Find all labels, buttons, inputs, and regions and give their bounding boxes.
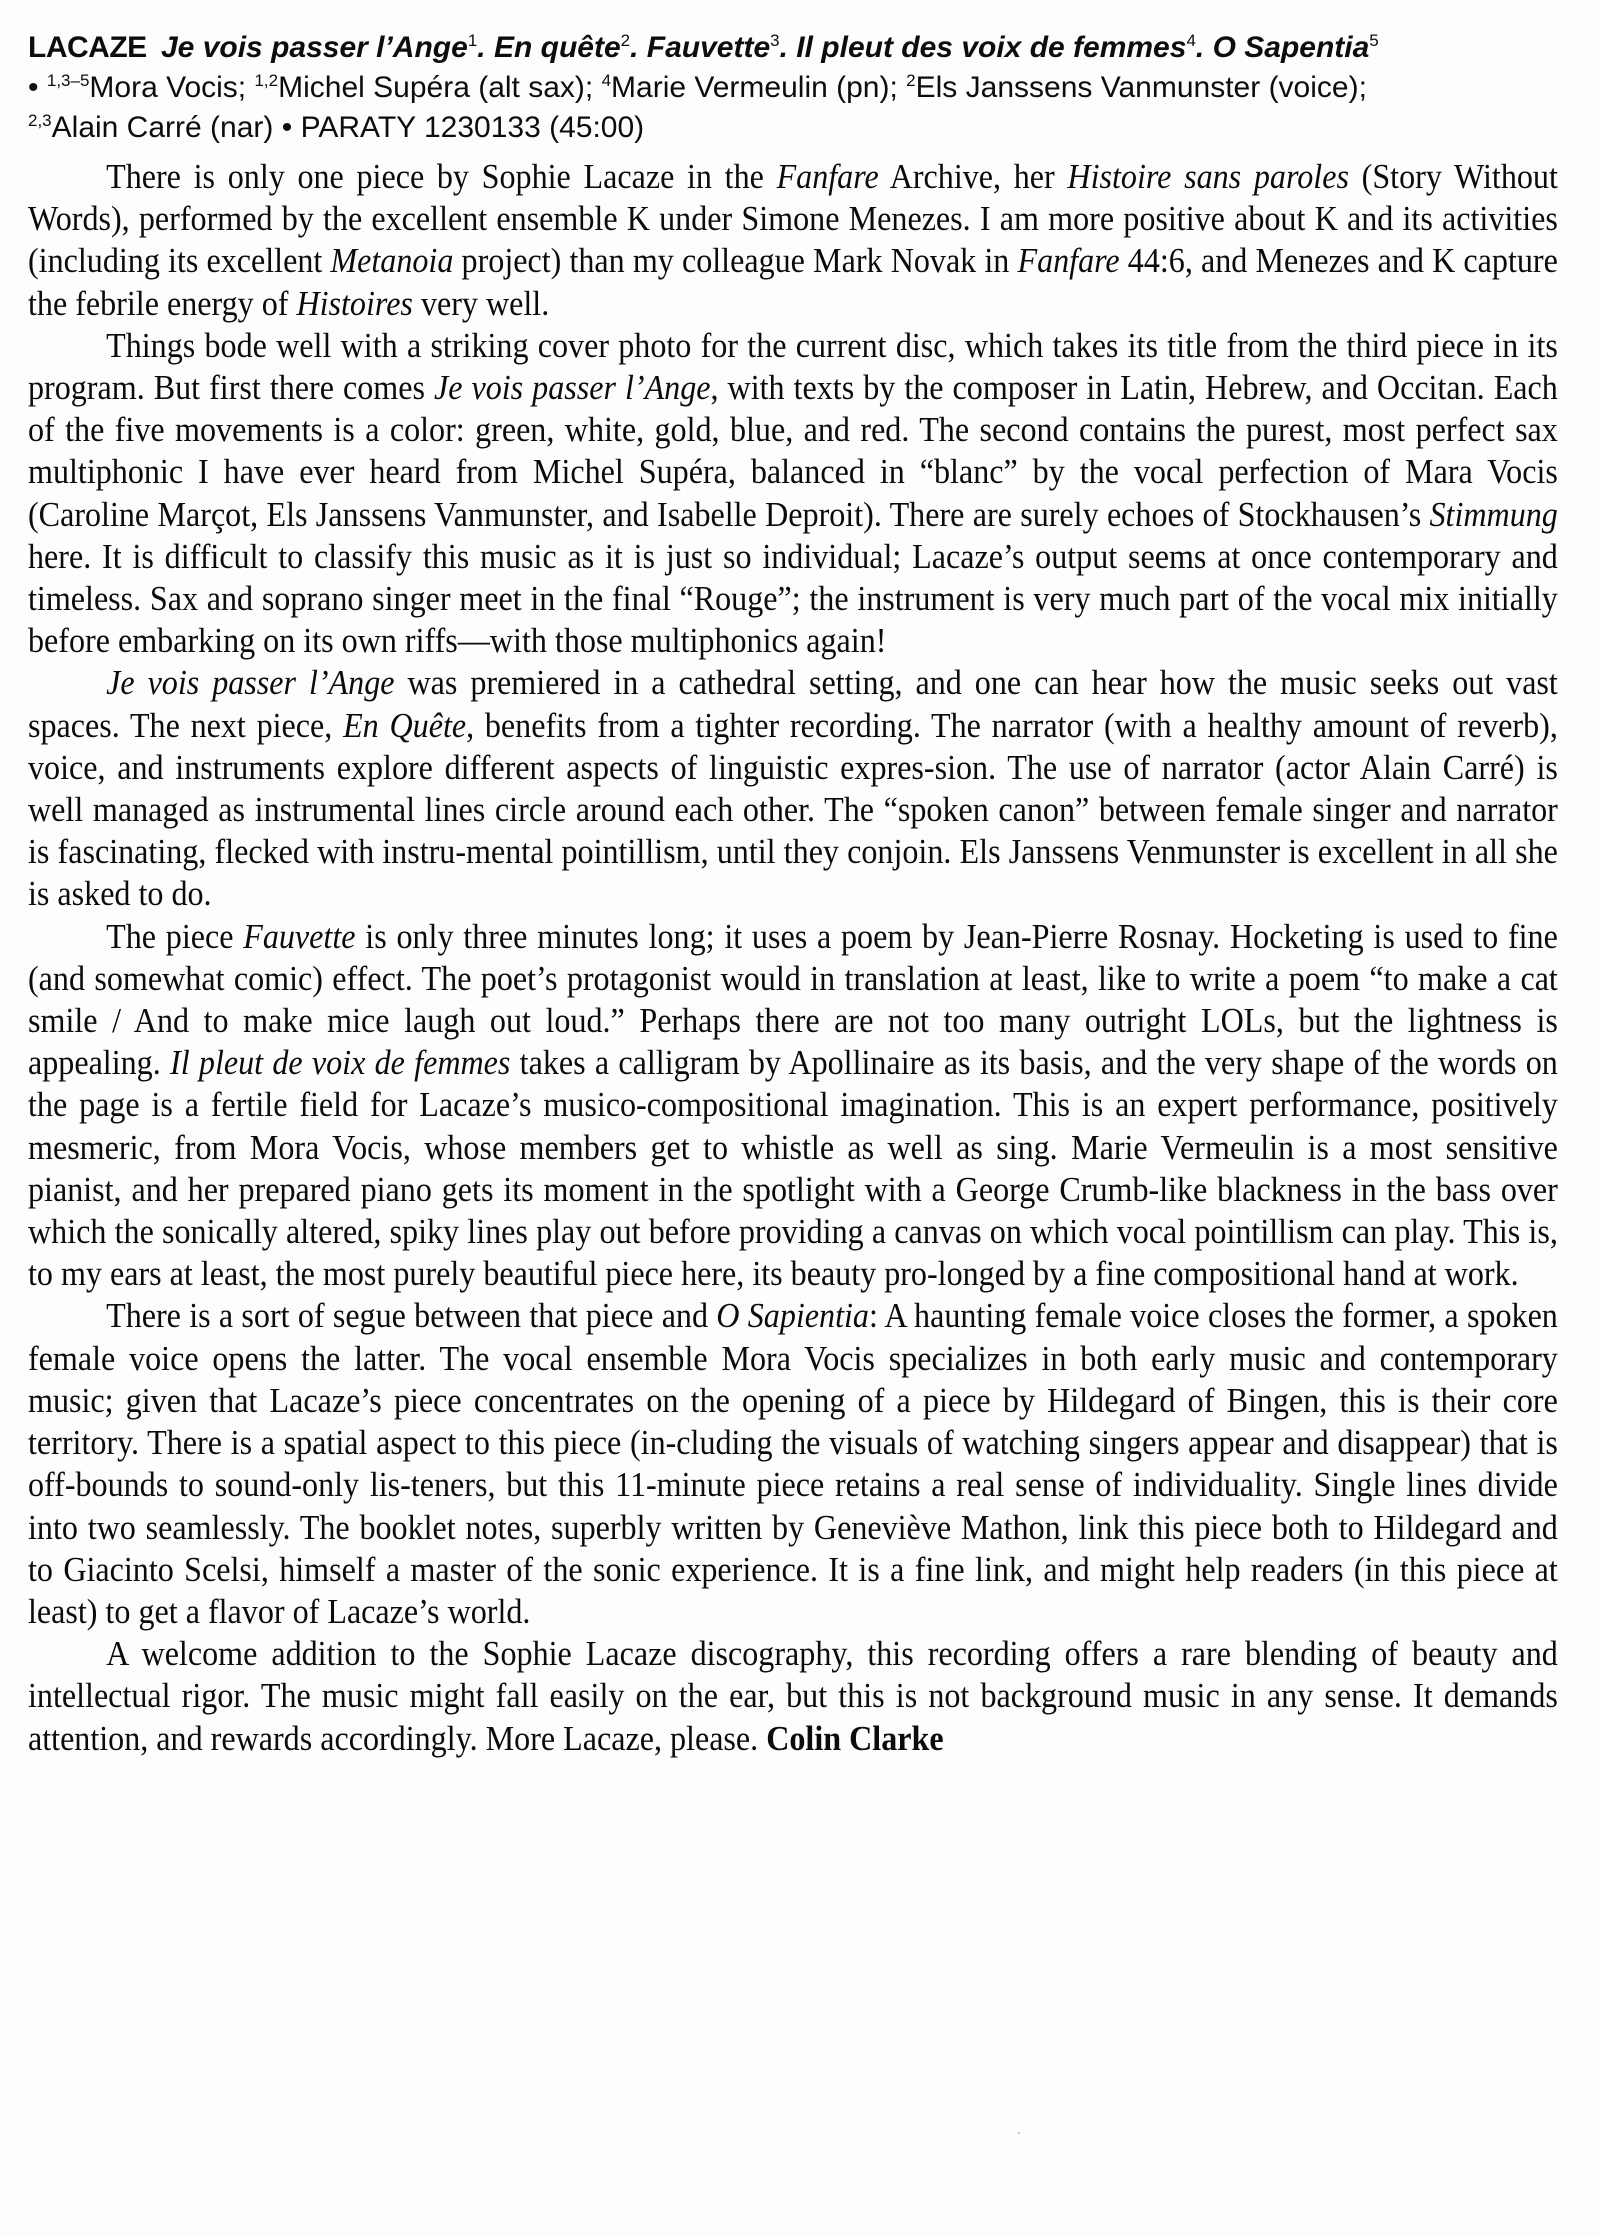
- performer-track-refs: 1,2: [254, 71, 279, 90]
- italic-title: Fauvette: [243, 917, 356, 956]
- italic-title: Metanoia: [330, 242, 454, 281]
- bullet-separator: •: [28, 71, 39, 104]
- text-run: : A haunting female voice closes the former, a spoken female voice opens the latter. The vocal ensemble Mora Vocis specializes in both early music and contemporary music; given that Lacaze’s piece concentrates on the opening of a piece by Hildegard of Bingen, this is their core territory. There is a spatial aspect to this piece (in-cluding the visuals of watching singers appear and disappear) that is off-bounds to sound-only lis-teners, but this 11-minute piece retains a real sense of individuality. Single lines divide into two seamlessly. The booklet notes, superbly written by Geneviève Mathon, link this piece both to Hildegard and to Giacinto Scelsi, himself a master of the sonic experience. It is a fine link, and might help readers (in this piece at least) to get a flavor of Lacaze’s world.: [28, 1297, 1558, 1631]
- catalog-number: 1230133: [423, 111, 541, 144]
- italic-title: Histoire sans paroles: [1067, 158, 1349, 196]
- reviewer-signature: Colin Clarke: [766, 1719, 944, 1758]
- text-run: Archive, her: [878, 158, 1068, 196]
- performer-track-refs: 2: [906, 71, 916, 90]
- work-footnote-number: 1: [467, 31, 478, 50]
- italic-title: O Sapientia: [716, 1297, 869, 1336]
- performer-track-refs: 2,3: [28, 111, 52, 130]
- review-paragraph: [28, 1295, 1558, 1633]
- work-title: En quête: [493, 31, 621, 64]
- text-run: The piece: [106, 917, 244, 956]
- text-run: There is a sort of segue between that piece and: [106, 1297, 717, 1336]
- work-footnote-number: 5: [1369, 31, 1379, 50]
- review-paragraph: [28, 1633, 1558, 1760]
- scan-speck: [1018, 2132, 1020, 2134]
- work-footnote-number: 4: [1186, 31, 1196, 50]
- record-label: PARATY: [300, 111, 416, 144]
- text-run: very well.: [412, 284, 550, 323]
- text-run: takes a calligram by Apollinaire as its basis, and the very shape of the words on the page is a fertile field for Lacaze’s musico-compositional imagination. This is an expert performance, positively mesmeric, from Mora Vocis, whose members get to whistle as well as sing. Marie Vermeulin is a most sensitive pianist, and her prepared piano gets its moment in the spotlight with a George Crumb-like blackness in the bass over which the sonically altered, spiky lines play out before providing a canvas on which vocal pointillism can play. This is, to my ears at least, the most purely beautiful piece here, its beauty pro-longed by a fine compositional hand at work.: [28, 1044, 1558, 1294]
- review-body: [28, 156, 1558, 1760]
- performer-name: Mora Vocis: [89, 71, 238, 104]
- performer-track-refs: 4: [601, 71, 612, 90]
- text-run: project) than my colleague Mark Novak in: [453, 242, 1018, 281]
- text-run: , benefits from a tighter recording. The narrator (with a healthy amount of reverb), voice, and instruments explore different aspects of linguistic expres-sion. The use of narrator (actor Alain Carré) is well managed as instrumental lines circle around each other. The “spoken canon” between female singer and narrator is fascinating, flecked with instru-mental pointillism, until they conjoin. Els Janssens Venmunster is excellent in all she is asked to do.: [28, 706, 1558, 914]
- performer-name: Alain Carré (nar): [51, 111, 274, 144]
- work-title: Je vois passer l’Ange: [161, 31, 468, 64]
- text-run: is only three minutes long; it uses a poem by Jean-Pierre Rosnay. Hocketing is used to fine (and somewhat comic) effect. The poet’s protagonist would in translation at least, like to write a poem “to make a cat smile / And to make mice laugh out loud.” Perhaps there are not too many outright LOLs, but the lightness is appealing.: [28, 917, 1558, 1083]
- italic-title: Stimmung: [1429, 495, 1558, 534]
- work-titles: Je vois passer l’Ange$^1$. En quête$^2$. Fauvette$^3$. Il pleut des voix de femmes$^4$. O Sapentia$^5$: [161, 31, 1379, 64]
- performer-track-refs: 1,3–5: [46, 71, 90, 90]
- italic-title: Je vois passer l’Ange: [433, 369, 711, 408]
- text-run: (Story Without Words), performed by the excellent ensemble K under Simone Menezes. I am more positive about K and its activities (including its excellent: [28, 158, 1558, 281]
- italic-title: Il pleut de voix de femmes: [170, 1044, 511, 1083]
- performer-name: Michel Supéra (alt sax): [278, 71, 585, 104]
- total-duration: (45:00): [549, 111, 645, 144]
- performer-name: Els Janssens Vanmunster (voice): [915, 71, 1359, 104]
- text-run: There is only one piece by Sophie Lacaze in the: [106, 158, 777, 196]
- review-paragraph: [28, 325, 1558, 663]
- italic-title: Je vois passer l’Ange: [106, 664, 395, 703]
- text-run: was premiered in a cathedral setting, and one can hear how the music seeks out vast spaces. The next piece,: [28, 664, 1558, 745]
- text-run: Things bode well with a striking cover photo for the current disc, which takes its title from the third piece in its program. But first there comes: [28, 326, 1558, 408]
- work-title: Il pleut des voix de femmes: [796, 31, 1187, 64]
- text-run: , with texts by the composer in Latin, Hebrew, and Occitan. Each of the five movements is a color: green, white, gold, blue, and red. The second contains the purest, most perfect sax multiphonic I have ever heard from Michel Supéra, balanced in “blanc” by the vocal perfection of Mara Vocis (Caroline Marçot, Els Janssens Vanmunster, and Isabelle Deproit). There are surely echoes of Stockhausen’s: [28, 369, 1558, 534]
- performer-credits: • $^{1,3-5}$Mora Vocis; $^{1,2}$Michel Supéra (alt sax); $^4$Marie Vermeulin (pn); $^2$Els Janssens Vanmunster (voice); $^{2,3}$Alain Carré (nar) • PARATY 1230133 (45:00): [28, 71, 1367, 144]
- review-paragraph: [28, 156, 1558, 325]
- work-footnote-number: 3: [770, 31, 780, 50]
- italic-title: Fanfare: [1017, 242, 1120, 281]
- review-paragraph: [28, 662, 1558, 915]
- bullet-separator: •: [281, 111, 293, 144]
- review-header: [28, 28, 1558, 148]
- review-paragraph: [28, 916, 1558, 1296]
- performer-name: Marie Vermeulin (pn): [611, 71, 890, 104]
- text-run: 44:6, and Menezes and K capture the febrile energy of: [28, 242, 1558, 323]
- italic-title: Histoires: [296, 284, 413, 323]
- italic-title: Fanfare: [776, 158, 879, 196]
- work-footnote-number: 2: [620, 31, 631, 50]
- text-run: A welcome addition to the Sophie Lacaze discography, this recording offers a rare blending of beauty and intellectual rigor. The music might fall easily on the ear, but this is not background music in any sense. It demands attention, and rewards accordingly. More Lacaze, please.: [28, 1635, 1558, 1758]
- composer-name: LACAZE: [28, 31, 147, 64]
- text-run: here. It is difficult to classify this music as it is just so individual; Lacaze’s output seems at once contemporary and timeless. Sax and soprano singer meet in the final “Rouge”; the instrument is very much part of the vocal mix initially before embarking on its own riffs—with those multiphonics again!: [28, 537, 1558, 661]
- review-page: [28, 28, 1558, 1760]
- work-title: O Sapentia: [1212, 31, 1370, 64]
- work-title: Fauvette: [646, 31, 771, 64]
- italic-title: En Quête: [343, 706, 467, 745]
